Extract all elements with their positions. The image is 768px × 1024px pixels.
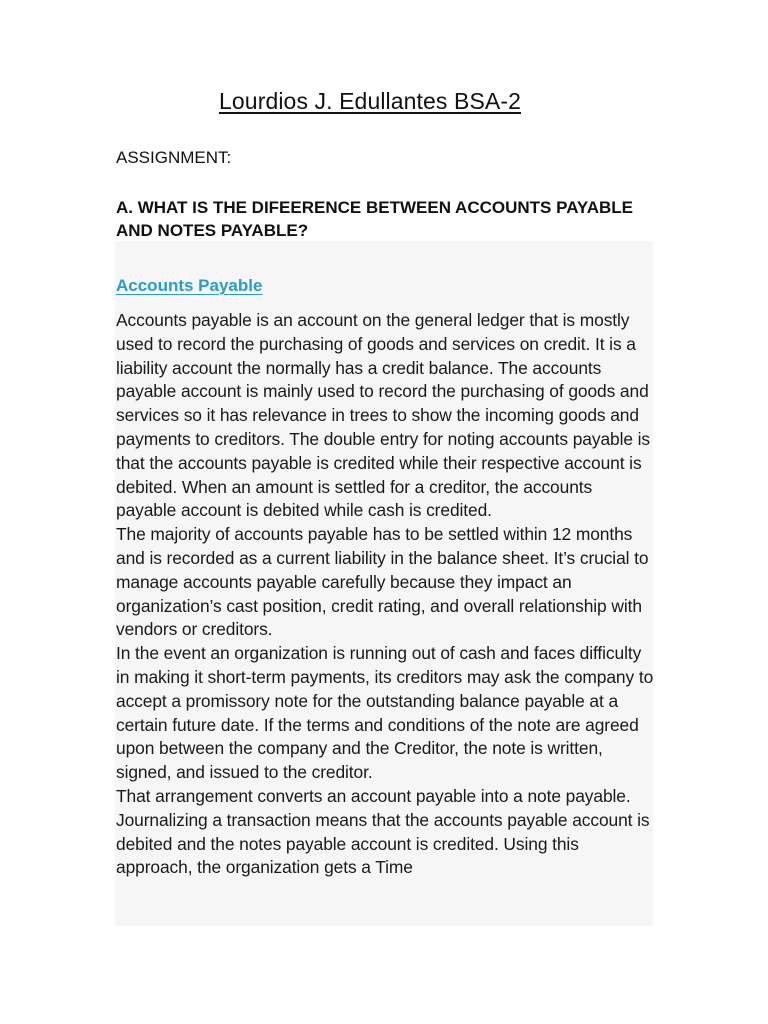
paragraph: The majority of accounts payable has to be settled within 12 months and is recorded as a current liability in the balance sheet. It’s crucial to manage accounts payable carefully because they impact an organization’s cast position, credit rating, and overall relationship with vendors or creditors. [116, 524, 649, 640]
assignment-label: ASSIGNMENT: [116, 148, 232, 167]
paragraph: That arrangement converts an account payable into a note payable. Journalizing a transaction means that the accounts payable account is debited and the notes payable account is credited. Using this approach, the organization gets a Time [116, 785, 650, 878]
question-heading: A. WHAT IS THE DIFEERENCE BETWEEN ACCOUNTS PAYABLE AND NOTES PAYABLE? [116, 198, 633, 240]
answer-body [116, 309, 653, 880]
accounts-payable-link[interactable]: Accounts Payable [116, 276, 263, 295]
paragraph: In the event an organization is running out of cash and faces difficulty in making it short-term payments, its creditors may ask the company to accept a promissory note for the outstanding balance payable at a certain future date. If the terms and conditions of the note are agreed upon between the company and the Creditor, the note is written, signed, and issued to the creditor. [116, 643, 653, 783]
document-title: Lourdios J. Edullantes BSA-2 [219, 88, 521, 114]
answer-section [115, 241, 653, 926]
paragraph: Accounts payable is an account on the general ledger that is mostly used to record the purchasing of goods and services on credit. It is a liability account the normally has a credit balance. The accounts payable account is mainly used to record the purchasing of goods and services so it has relevance in trees to show the incoming goods and payments to creditors. The double entry for noting accounts payable is that the accounts payable is credited while their respective account is debited. When an amount is settled for a creditor, the accounts payable account is debited while cash is credited. [116, 310, 651, 521]
